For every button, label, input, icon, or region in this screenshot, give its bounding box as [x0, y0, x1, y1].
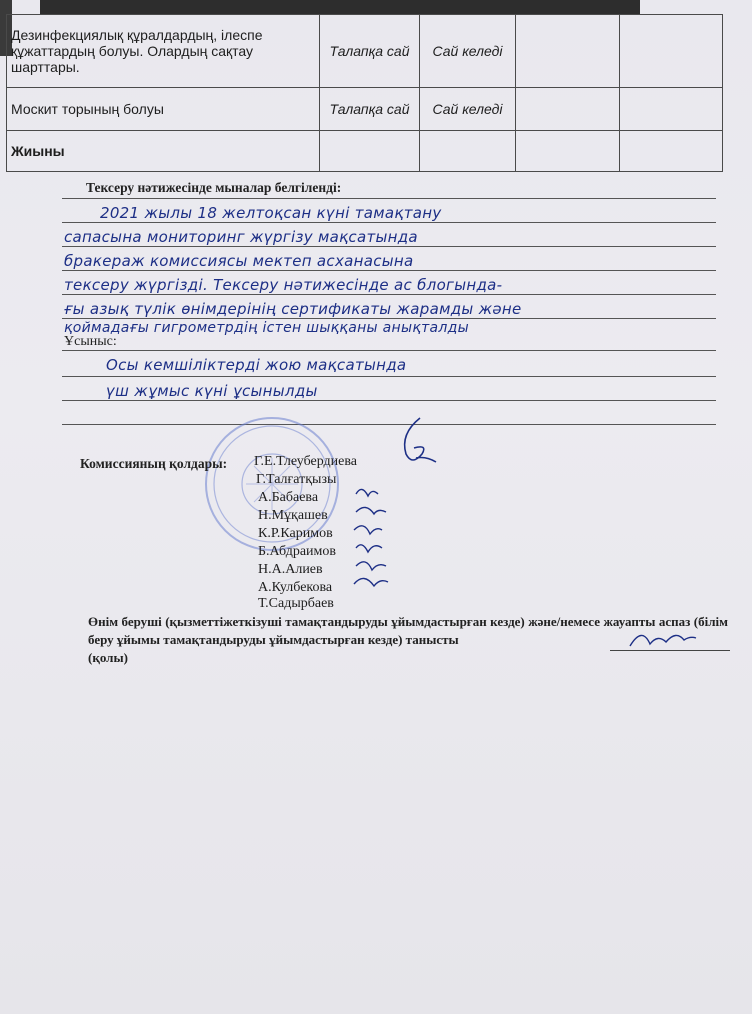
handwritten-cell: Сай келеді: [420, 88, 516, 131]
member-name: Г.Талғатқызы: [256, 472, 337, 487]
empty-cell: [320, 131, 420, 172]
top-shadow-edge: [40, 0, 640, 14]
ruled-line: [62, 376, 716, 377]
signature-scribble: [392, 414, 442, 470]
commission-label: Комиссияның қолдары:: [80, 456, 228, 471]
member-name: Г.Е.Тлеубердиева: [254, 454, 358, 469]
signature-scribble: [352, 482, 392, 592]
handwritten-line: 2021 жылы 18 желтоқсан күні тамақтану: [100, 204, 442, 222]
ruled-line: [62, 222, 716, 223]
handwritten-line: сапасына мониторинг жүргізу мақсатында: [64, 228, 418, 246]
total-label: Жиыны: [7, 131, 320, 172]
ruled-line: [62, 294, 716, 295]
ruled-line: [62, 350, 716, 351]
member-name: Т.Садырбаев: [258, 596, 334, 611]
ruled-line: [62, 318, 716, 319]
empty-cell: [516, 131, 620, 172]
member-name: Б.Абдраимов: [258, 544, 337, 559]
handwritten-cell: Талапқа сай: [320, 88, 420, 131]
handwritten-line: қоймадағы гигрометрдің істен шыққаны анықталды: [64, 320, 469, 336]
handwritten-line: үш жұмыс күні ұсынылды: [106, 382, 318, 400]
findings-label: Тексеру нәтижесінде мыналар белгіленді:: [86, 180, 342, 195]
handwritten-line: Осы кемшіліктерді жою мақсатында: [106, 356, 407, 374]
empty-cell: [620, 131, 723, 172]
handwritten-cell: Сай келеді: [420, 15, 516, 88]
recommendation-label: Ұсыныс:: [64, 334, 117, 349]
handwritten-line: бракераж комиссиясы мектеп асханасына: [64, 252, 414, 270]
ruled-line: [62, 198, 716, 199]
handwritten-line: тексеру жүргізді. Тексеру нәтижесінде ас блогында-: [64, 276, 503, 294]
member-name: А.Бабаева: [258, 490, 319, 505]
row-label: Дезинфекциялық құралдардың, ілеспе құжаттардың болуы. Олардың сақтау шарттары.: [7, 15, 320, 88]
member-name: Н.А.Алиев: [258, 562, 323, 577]
ruled-line: [62, 270, 716, 271]
row-label: Москит торының болуы: [7, 88, 320, 131]
table-row: [7, 131, 723, 172]
empty-cell: [620, 88, 723, 131]
signature-scribble: [628, 624, 698, 654]
table-row: [7, 15, 723, 88]
ruled-line: [62, 400, 716, 401]
ruled-line: [62, 246, 716, 247]
sign-label: (қолы): [88, 650, 128, 665]
empty-cell: [516, 15, 620, 88]
inspection-table: [6, 14, 723, 172]
member-name: А.Кулбекова: [258, 580, 333, 595]
empty-cell: [420, 131, 516, 172]
empty-cell: [620, 15, 723, 88]
handwritten-cell: Талапқа сай: [320, 15, 420, 88]
ruled-line: [62, 424, 716, 425]
member-name: Н.Мұқашев: [258, 508, 328, 523]
member-name: К.Р.Каримов: [258, 526, 333, 541]
handwritten-line: ғы азық түлік өнімдерінің сертификаты жарамды және: [64, 300, 522, 318]
acknowledgement-text: Өнім беруші (қызметтіжеткізуші тамақтандыруды ұйымдастырған кезде) және/немесе жауапты аспаз (білім беру ұйымы тамақтандыруды ұйымдастырған кезде) танысты (қолы): [88, 614, 728, 665]
empty-cell: [516, 88, 620, 131]
table-row: [7, 88, 723, 131]
